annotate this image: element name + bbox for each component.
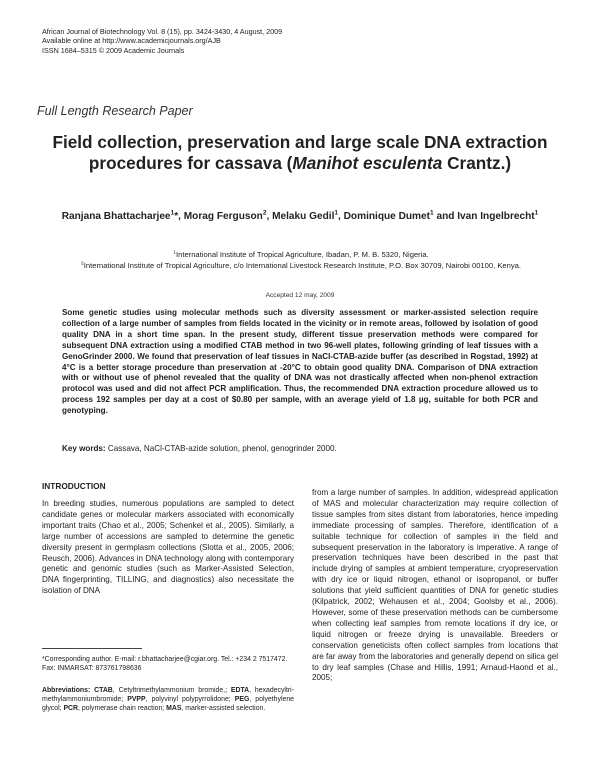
introduction-right-column: from a large number of samples. In addition, widespread application of MAS and molecular characterization may require collection of tissue samples from sites distant from laboratories, hence impeding immediate processing of samples. Therefore, identification of a suitable technique for collection of samples in the field and subsequent preservation in the laboratory is imperative. A range of preservation techniques have been described in the past that include drying of samples at ambient temperature, cryopreservation with dry ice or liquid nitrogen, ethanol or isopropanol, or buffer solutions that yield sufficient quantities of DNA for genetic studies (Kilpatrick, 2002; Wehausen et al., 2004; Goolsby et al., 2006). However, some of these preservation methods can be cumbersome when collecting leaf samples from remote locations if dry ice, or liquid nitrogen or freeze drying is unavailable. Breeders or conservation geneticists often collect samples from locations that are far away from the laboratories and generally depend on silica gel to dry leaf samples (Chase and Hillis, 1991; Arnaud-Haond et al., 2005; <box>312 488 558 683</box>
section-heading-introduction: INTRODUCTION <box>42 481 106 491</box>
author: Dominique Dumet$^1$ and <box>343 209 458 222</box>
footnote-divider <box>42 648 142 649</box>
affiliation: $^1$International Institute of Tropical Agriculture, Ibadan, P. M. B. 5320, Nigeria. <box>173 250 429 259</box>
journal-issn: ISSN 1684–5315 © 2009 Academic Journals <box>42 45 185 55</box>
accepted-date: Accepted 12 may, 2009 <box>265 292 335 299</box>
journal-availability[interactable]: Available online at http://www.academicjournals.org/AJB <box>42 36 221 46</box>
author: Morag Ferguson$^2$, <box>183 209 273 222</box>
affiliations <box>46 250 556 271</box>
abbreviations: Abbreviations: CTAB, Cetyltrimethylammonium bromide,; EDTA, hexadecyltri-methylammoniumbromide; PVPP, polyvinyl polypyrrolidone; PEG, polyethylene glycol; PCR, polymerase chain reaction; MAS, marker-assisted selection. <box>42 687 294 713</box>
journal-header <box>42 27 282 55</box>
paper-type: Full Length Research Paper <box>37 104 193 118</box>
title-part-2: Crantz.) <box>442 153 512 173</box>
keywords-label: Key words: <box>62 444 106 453</box>
keywords <box>62 444 538 453</box>
introduction-left-column: In breeding studies, numerous populations are sampled to detect candidate genes or molecular markers associated with economically important traits (Chao et al., 2005; Schenkel et al., 2005). Similarly, a large number of accessions are sampled to determine the genetic diversity present in germplasm collections (Slotta et al., 2005, 2006; Reusch, 2006). Advances in DNA technology along with contemporary genetic and genomic studies (such as Marker-Assisted Selection, DNA fingerprinting, TILLING, and diagnostics) also necessitate the isolation of DNA <box>42 499 294 596</box>
author-list <box>50 210 550 224</box>
title-species: Manihot esculenta <box>292 153 443 173</box>
keywords-text: Cassava, NaCl-CTAB-azide solution, phenol, genogrinder 2000. <box>105 444 337 453</box>
affiliation: $^2$International Institute of Tropical Agriculture, c/o International Livestock Research Institute, P.O. Box 30709, Nairobi 00100, Kenya. <box>81 260 521 270</box>
journal-citation: African Journal of Biotechnology Vol. 8 (15), pp. 3424-3430, 4 August, 2009 <box>42 27 283 36</box>
author: Ranjana Bhattacharjee$^1$*, <box>61 209 184 222</box>
author: Ivan Ingelbrecht$^1$ <box>457 209 539 222</box>
author: Melaku Gedil$^1$, <box>272 209 344 222</box>
paper-title <box>40 132 560 174</box>
correspondence-note: *Corresponding author. E-mail: r.bhattacharjee@cgiar.org. Tel.: +234 2 7517472. Fax: INMARSAT: 873761798636 <box>42 656 288 672</box>
title-part-1: Field collection, preservation and large scale DNA extraction procedures for cassava ( <box>52 132 548 173</box>
abstract: Some genetic studies using molecular methods such as diversity assessment or marker-assisted selection require collection of a large number of samples from fields located in the vicinity or in remote areas, followed by isolation of good quality DNA in a short time span. In the present study, different tissue preservation methods were compared for subsequent DNA extraction using a modified CTAB method in two 96-well plates, following grinding of leaf tissues with a GenoGrinder 2000. We found that preservation of leaf tissues in NaCl-CTAB-azide buffer (as described in Rogstad, 1992) at 4°C is a better storage procedure than preservation at -20°C to obtain good quality DNA. Comparison of DNA extraction with or without use of phenol revealed that the quality of DNA was not drastically affected when non-phenol extraction protocol was used and did not affect PCR amplification. Thus, the recommended DNA extraction procedure allowed us to process 192 samples per day at a cost of $0.80 per sample, with an average yield of 1.8 µg, suitable for both PCR and genotyping. <box>62 308 538 416</box>
abbreviations-label: Abbreviations: <box>42 687 91 694</box>
